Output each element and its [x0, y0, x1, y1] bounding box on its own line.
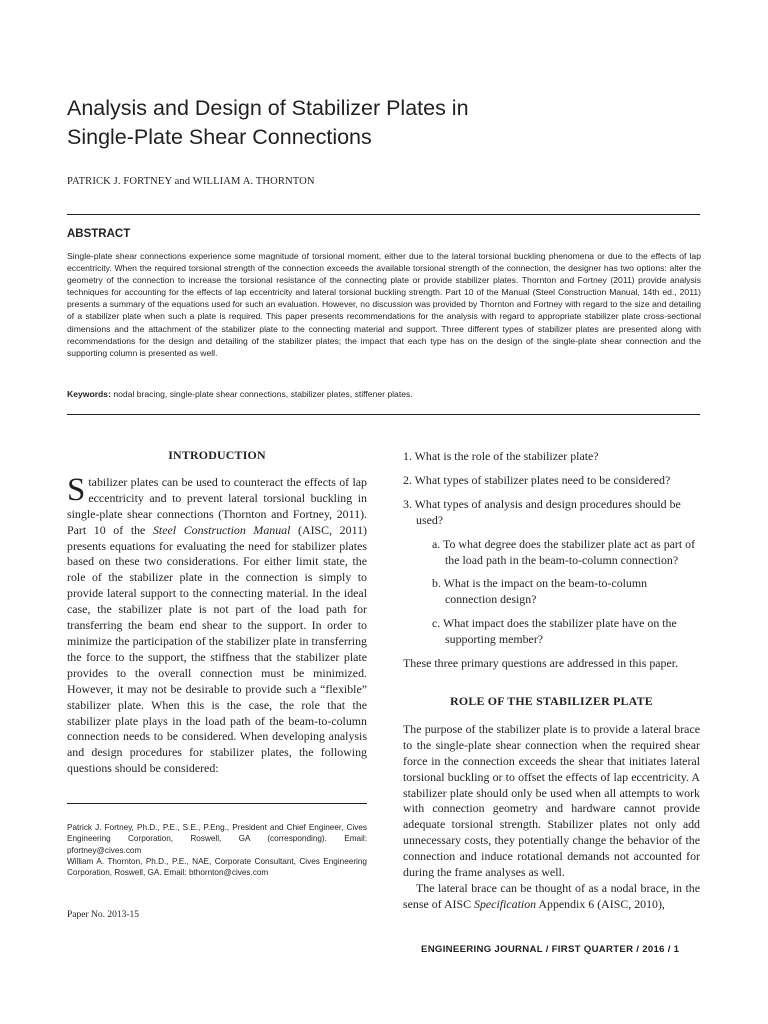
question-3a: a. To what degree does the stabilizer plate act as part of the load path in the beam-to-column connection? — [432, 536, 696, 567]
question-3c: c. What impact does the stabilizer plate have on the supporting member? — [432, 616, 677, 647]
right-column — [403, 449, 700, 913]
introduction-paragraph — [67, 471, 367, 777]
manual-title: Steel Construction Manual — [152, 522, 291, 537]
role-heading: ROLE OF THE STABILIZER PLATE — [450, 693, 653, 708]
question-1: 1. What is the role of the stabilizer plate? — [403, 449, 599, 463]
question-3: 3. What types of analysis and design procedures should be used? — [403, 496, 681, 527]
specification-title: Specification — [474, 896, 537, 911]
intro-text-1: tabilizer plates can be used to counteract the effects of lap eccentricity and to prevent lateral torsional buckling in single-plate shear connections (Thornton and Fortney, 2011). Part 10 of the — [67, 474, 367, 537]
title-line-1: Analysis and Design of Stabilizer Plates in — [67, 96, 469, 120]
abstract-heading: ABSTRACT — [67, 228, 131, 240]
role-text-2: Appendix 6 (AISC, 2010), — [536, 896, 665, 911]
top-divider — [67, 214, 700, 215]
title-line-2: Single-Plate Shear Connections — [67, 125, 372, 149]
authors: PATRICK J. FORTNEY and WILLIAM A. THORNTON — [67, 176, 315, 187]
keywords — [67, 389, 701, 399]
paper-number: Paper No. 2013-15 — [67, 910, 140, 920]
footnote-thornton: William A. Thornton, Ph.D., P.E., NAE, Corporate Consultant, Cives Engineering Corporation, Roswell, GA. Email: bthornton@cives.com — [67, 857, 367, 878]
footnote-fortney: Patrick J. Fortney, Ph.D., P.E., S.E., P.Eng., President and Chief Engineer, Cives Engineering Corporation, Roswell, GA (corresponding). Email: pfortney@cives.com — [67, 823, 367, 855]
introduction-heading: INTRODUCTION — [168, 448, 266, 462]
question-2: 2. What types of stabilizer plates need to be considered? — [403, 472, 671, 487]
drop-cap: S — [67, 471, 86, 508]
intro-text-2: (AISC, 2011) presents equations for evaluating the need for stabilizer plates based on these two considerations. For either limit state, the role of the stabilizer plate in the connection is simply to provide lateral support to the connecting material. In the ideal case, the stabilizer plate is not part of the load path for transferring the beam end shear to the support. In order to minimize the participation of the stabilizer plate in transferring the force to the support, the stiffness that the stabilizer plate provides to the overall connection must be minimized. However, it may not be desirable to provide such a “flexible” stabilizer plate. When this is the case, the role that the stabilizer plate plays in the load path of the beam-to-column connection needs to be considered. When developing analysis and design procedures for stabilizer plates, the following questions should be considered: — [67, 522, 367, 776]
running-footer: ENGINEERING JOURNAL / FIRST QUARTER / 2016 / 1 — [421, 944, 680, 955]
role-paragraph-2 — [403, 881, 700, 913]
question-3b: b. What is the impact on the beam-to-column connection design? — [432, 576, 648, 607]
left-column — [67, 448, 367, 777]
abstract-divider — [67, 414, 700, 415]
role-text-1: The lateral brace can be thought of as a nodal brace, in the sense of AISC — [403, 880, 700, 911]
keywords-label: Keywords: — [67, 389, 111, 399]
keywords-text: nodal bracing, single-plate shear connections, stabilizer plates, stiffener plates. — [113, 389, 413, 399]
article-title — [67, 94, 707, 152]
footnote-divider — [67, 803, 367, 804]
abstract-text: Single-plate shear connections experience some magnitude of torsional moment, either due to the lateral torsional buckling phenomena or due to the effects of lap eccentricity. When the required torsional strength of the connection exceeds the available torsional strength of the connection, the designer has two options: alter the geometry of the connection to increase the torsional resistance of the connecting plate or provide stabilizer plates. Thornton and Fortney (2011) provide analysis techniques for accounting for the effects of lap eccentricity and lateral torsional buckling strength. Part 10 of the Manual (Steel Construction Manual, 14th ed., 2011) presents a summary of the equations used for such an evaluation. However, no discussion was provided by Thornton and Fortney with regard to the size and detailing of a stabilizer plate when such a plate is required. This paper presents recommendations for the analysis with regard to appropriate stabilizer plate cross-sectional dimensions and the attachment of the stabilizer plate to the connecting material and support. Three different types of stabilizer plates are presented along with recommendations for the design and detailing of the stabilizer plates; the impact that each type has on the design of the single-plate shear connection and the supporting column is presented as well. — [67, 251, 701, 358]
questions-closing: These three primary questions are addressed in this paper. — [403, 656, 679, 671]
role-paragraph-1: The purpose of the stabilizer plate is to provide a lateral brace to the single-plate shear connection when the required shear force in the connection exceeds the shear that initiates lateral torsional buckling or to offset the effects of lap eccentricity. A stabilizer plate should only be used when all attempts to work with connection geometry and hardware cannot provide adequate torsional strength. Stabilizer plates not only add unnecessary costs, they potentially change the behavior of the connection and induce rotational demands not accounted for during the frame analyses as well. — [403, 721, 700, 880]
